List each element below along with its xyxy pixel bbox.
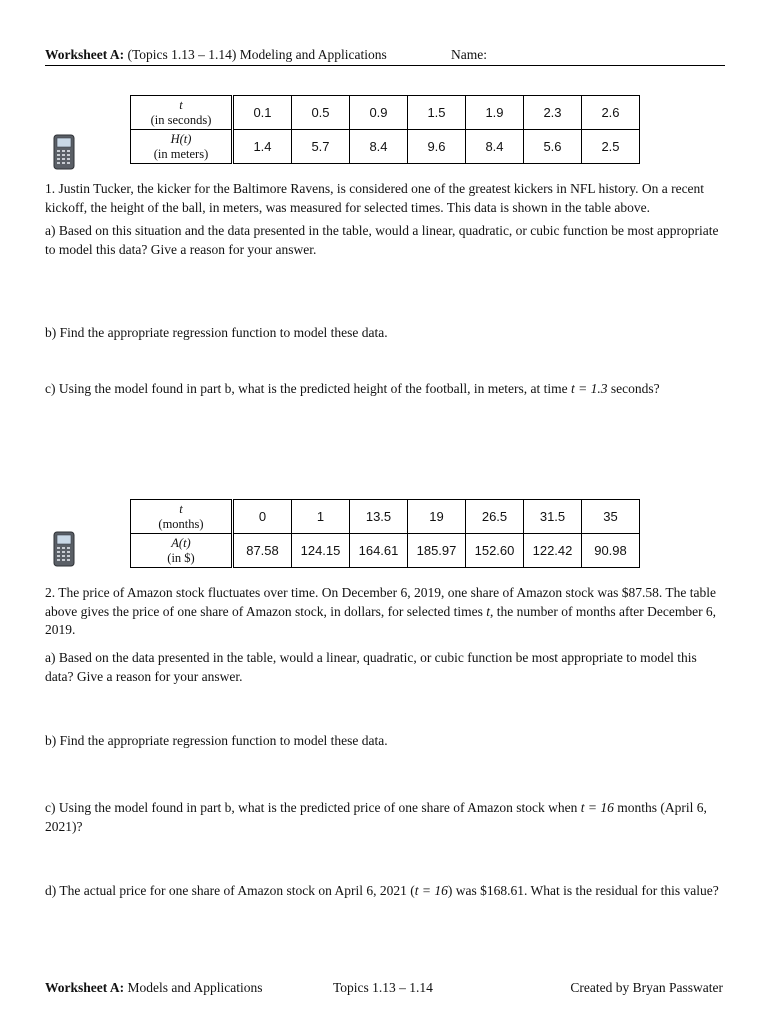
question-1-intro: 1. Justin Tucker, the kicker for the Baltimore Ravens, is considered one of the greatest kickers in NFL history. On a recent kickoff, the height of the ball, in meters, was measured for selected times. This data is shown in the table above. <box>45 181 705 215</box>
table-cell: 185.97 <box>408 534 466 568</box>
table-cell: 87.58 <box>233 534 292 568</box>
question-1c: c) Using the model found in part b, what is the predicted height of the football, in meters, at time t = 1.3 seconds? <box>45 381 660 396</box>
table-cell: 5.6 <box>524 130 582 164</box>
amazon-stock-table <box>130 499 640 568</box>
table-cell: 0.1 <box>233 96 292 130</box>
table-cell: 2.5 <box>582 130 640 164</box>
table-cell: 1 <box>292 500 350 534</box>
question-2b: b) Find the appropriate regression function to model these data. <box>45 733 388 748</box>
question-1b: b) Find the appropriate regression function to model these data. <box>45 325 388 340</box>
row-header-a: A(t) (in $) <box>131 534 233 568</box>
table-cell: 122.42 <box>524 534 582 568</box>
footer-title: Worksheet A: Models and Applications <box>45 980 263 995</box>
table-cell: 1.4 <box>233 130 292 164</box>
question-2d: d) The actual price for one share of Amazon stock on April 6, 2021 (t = 16) was $168.61. What is the residual for this value? <box>45 883 719 898</box>
table-cell: 0.5 <box>292 96 350 130</box>
table-cell: 152.60 <box>466 534 524 568</box>
table-cell: 2.6 <box>582 96 640 130</box>
calculator-icon <box>53 531 75 567</box>
table-row <box>131 500 640 534</box>
row-header-t: t (months) <box>131 500 233 534</box>
table-cell: 2.3 <box>524 96 582 130</box>
table-cell: 19 <box>408 500 466 534</box>
table-cell: 164.61 <box>350 534 408 568</box>
question-1a: a) Based on this situation and the data presented in the table, would a linear, quadratic, or cubic function be most appropriate to model this data? Give a reason for your answer. <box>45 223 719 257</box>
table-row <box>131 96 640 130</box>
table-cell: 9.6 <box>408 130 466 164</box>
table-cell: 31.5 <box>524 500 582 534</box>
table-cell: 90.98 <box>582 534 640 568</box>
table-cell: 1.5 <box>408 96 466 130</box>
table-cell: 13.5 <box>350 500 408 534</box>
header-title: Worksheet A: (Topics 1.13 – 1.14) Modeling and Applications <box>45 47 387 62</box>
table-cell: 35 <box>582 500 640 534</box>
table-cell: 1.9 <box>466 96 524 130</box>
table-row <box>131 130 640 164</box>
footer-credit: Created by Bryan Passwater <box>570 980 723 995</box>
table-row <box>131 534 640 568</box>
question-2c: c) Using the model found in part b, what is the predicted price of one share of Amazon stock when t = 16 months (April 6, 2021)? <box>45 800 707 834</box>
table-cell: 5.7 <box>292 130 350 164</box>
row-header-t: t (in seconds) <box>131 96 233 130</box>
table-cell: 8.4 <box>350 130 408 164</box>
table-cell: 8.4 <box>466 130 524 164</box>
kick-height-table <box>130 95 640 164</box>
worksheet-header <box>45 45 725 66</box>
question-2a: a) Based on the data presented in the table, would a linear, quadratic, or cubic function be most appropriate to model this data? Give a reason for your answer. <box>45 650 697 684</box>
name-label: Name: <box>451 47 487 62</box>
table-cell: 26.5 <box>466 500 524 534</box>
table-cell: 0 <box>233 500 292 534</box>
table-cell: 124.15 <box>292 534 350 568</box>
calculator-icon <box>53 134 75 170</box>
row-header-h: H(t) (in meters) <box>131 130 233 164</box>
footer-topics: Topics 1.13 – 1.14 <box>333 980 433 995</box>
table-cell: 0.9 <box>350 96 408 130</box>
question-2-intro: 2. The price of Amazon stock fluctuates over time. On December 6, 2019, one share of Amazon stock was $87.58. The table above gives the price of one share of Amazon stock, in dollars, for selected times t, the number of months after December 6, 2019. <box>45 585 717 637</box>
